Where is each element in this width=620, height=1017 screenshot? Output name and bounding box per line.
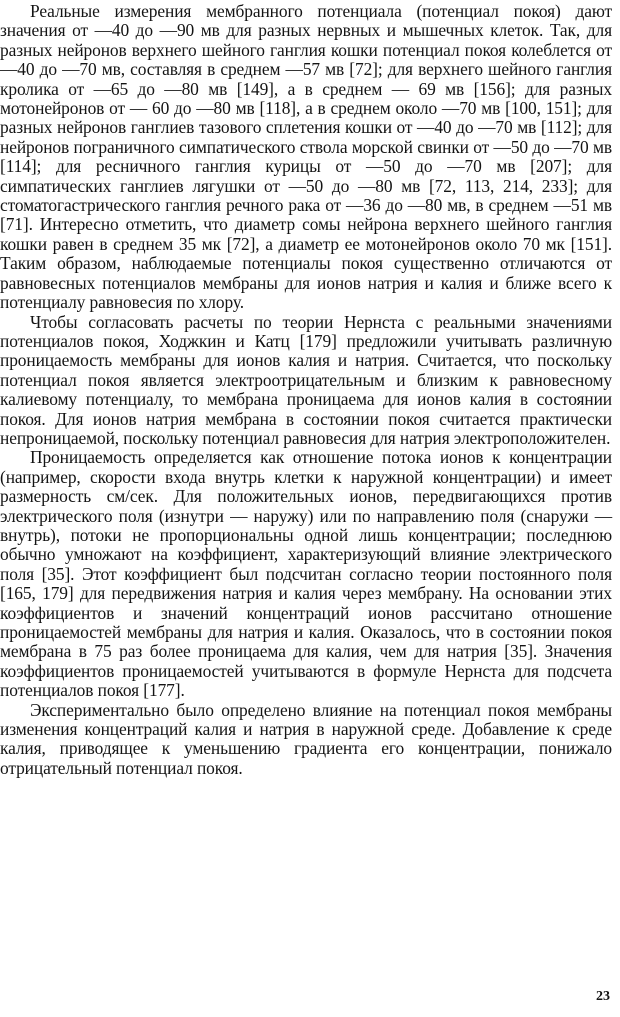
- paragraph-experimental-influence: Экспериментально было определено влияние на потенциал покоя мембраны изменения концентраций калия и натрия в наружной среде. Добавление к среде калия, приводящее к уменьшению градиента его концентрации, понижало отрицательный потенциал покоя.: [0, 699, 612, 778]
- page-number: 23: [596, 989, 610, 1004]
- paragraph-resting-potential-measurements: Реальные измерения мембранного потенциала (потенциал покоя) дают значения от —40 до —90 мв для разных нервных и мышечных клеток. Так, для разных нейронов верхнего шейного ганглия кошки потенциал покоя колеблется от —40 до —70 мв, составляя в среднем —57 мв [72]; для верхнего шейного ганглия кролика от —65 до —80 мв [149], а в среднем — 69 мв [156]; для разных мотонейронов от — 60 до —80 мв [118], а в среднем около —70 мв [100, 151]; для разных нейронов ганглиев тазового сплетения кошки от —40 до —70 мв [112]; для нейронов пограничного симпатического ствола морской свинки от —50 до —70 мв [114]; для ресничного ганглия курицы от —50 до —70 мв [207]; для симпатических ганглиев лягушки от —50 до —80 мв [72, 113, 214, 233]; для стоматогастрического ганглия речного рака от —36 до —80 мв, в среднем —51 мв [71]. Интересно отметить, что диаметр сомы нейрона верхнего шейного ганглия кошки равен в среднем 35 мк [72], а диаметр ее мотонейронов около 70 мк [151]. Таким образом, наблюдаемые потенциалы покоя существенно отличаются от равновесных потенциалов мембраны для ионов натрия и калия и ближе всего к потенциалу равновесия по хлору.: [0, 1, 612, 313]
- paragraph-permeability-definition: Проницаемость определяется как отношение потока ионов к концентрации (например, скорости входа внутрь клетки к наружной концентрации) и имеет размерность см/сек. Для положительных ионов, передвигающихся против электрического поля (изнутри — наружу) или по направлению поля (снаружи — внутрь), потоки не пропорциональны одной лишь концентрации; последнюю обычно умножают на коэффициент, характеризующий влияние электрического поля [35]. Этот коэффициент был подсчитан согласно теории постоянного поля [165, 179] для передвижения натрия и калия через мембрану. На основании этих коэффициентов и значений концентраций ионов рассчитано отношение проницаемостей мембраны для натрия и калия. Оказалось, что в состоянии покоя мембрана в 75 раз более проницаема для калия, чем для натрия [35]. Значения коэффициентов проницаемостей учитываются в формуле Нернста для подсчета потенциалов покоя [177].: [0, 447, 612, 701]
- paragraph-hodgkin-katz: Чтобы согласовать расчеты по теории Нернста с реальными значениями потенциалов покоя, Ходжкин и Катц [179] предложили учитывать различную проницаемость мембраны для ионов калия и натрия. Считается, что поскольку потенциал покоя является электроотрицательным и близким к равновесному калиевому потенциалу, то мембрана проницаема для ионов калия в состоянии покоя. Для ионов натрия мембрана в состоянии покоя считается практически непроницаемой, поскольку потенциал равновесия для натрия электроположителен.: [0, 311, 612, 448]
